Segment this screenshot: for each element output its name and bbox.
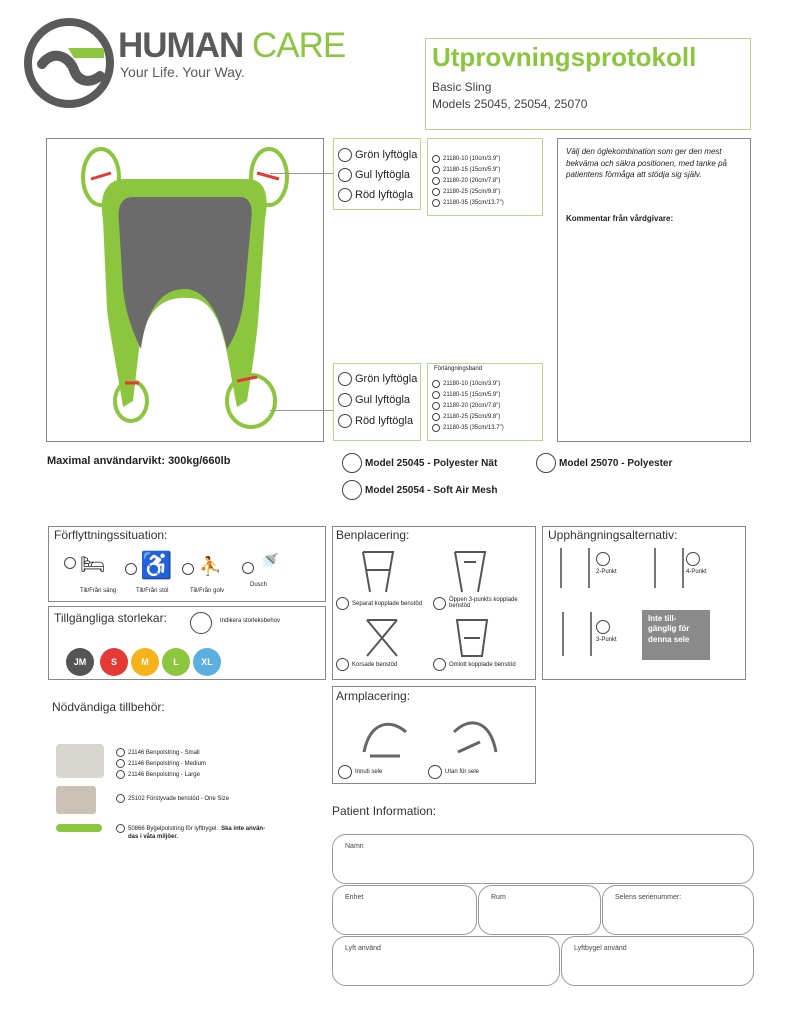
model-option[interactable]: Model 25045 - Polyester Nät	[342, 453, 497, 473]
accessory-option[interactable]: 50866 Bygelpolstring för lyftbygel. Ska inte använ-	[116, 824, 265, 833]
name-field[interactable]: Namn	[332, 834, 754, 884]
leg-picture	[362, 618, 402, 658]
unit-field[interactable]: Enhet	[332, 885, 477, 935]
ext-option[interactable]: 21180-25 (25cm/9.8")	[432, 413, 500, 421]
arm-picture	[450, 712, 500, 762]
leg-option[interactable]: Omlott kopplade benstöd	[433, 658, 516, 671]
suspension-option-4[interactable]: 4-Punkt	[686, 552, 707, 575]
ext-bottom-title: Förlängningsband	[434, 366, 483, 372]
loop-option[interactable]: Grön lyftögla	[338, 372, 417, 386]
susp-picture	[562, 612, 592, 656]
ext-option[interactable]: 21180-20 (20cm/7.8")	[432, 402, 500, 410]
leg-padding-picture	[56, 744, 104, 778]
leg-picture	[450, 550, 490, 594]
size-l[interactable]: L	[162, 648, 190, 676]
lift-field[interactable]: Lyft använd	[332, 936, 560, 986]
leg-picture	[452, 618, 492, 658]
max-weight-label: Maximal användarvikt:	[47, 455, 165, 467]
model-option[interactable]: Model 25054 - Soft Air Mesh	[342, 480, 497, 500]
ext-option[interactable]: 21180-35 (35cm/13.7")	[432, 199, 504, 207]
arm-option[interactable]: Innuti sele	[338, 765, 382, 779]
size-indicator-radio[interactable]	[190, 612, 212, 639]
arm-picture	[360, 712, 410, 762]
loop-option[interactable]: Gul lyftögla	[338, 393, 410, 407]
susp-picture	[654, 548, 684, 588]
stiffener-picture	[56, 786, 96, 814]
transfer-title: Förflyttningssituation:	[54, 528, 168, 542]
arms-title: Armplacering:	[336, 689, 411, 703]
loop-option[interactable]: Röd lyftögla	[338, 188, 413, 202]
sizes-title: Tillgängliga storlekar:	[54, 611, 167, 625]
size-m[interactable]: M	[131, 648, 159, 676]
bar-padding-picture	[56, 824, 102, 832]
legs-title: Benplacering:	[336, 528, 410, 542]
transfer-option-bed[interactable]	[64, 556, 76, 574]
product-models: Models 25045, 25054, 25070	[432, 97, 588, 111]
suspension-option-2[interactable]: 2-Punkt	[596, 552, 617, 575]
suspension-option-3[interactable]: 3-Punkt	[596, 620, 617, 643]
max-weight-value: 300kg/660lb	[168, 455, 231, 467]
sling-diagram	[47, 139, 323, 441]
ext-option[interactable]: 21180-25 (25cm/9.8")	[432, 188, 500, 196]
brand-name-1: HUMAN	[118, 26, 244, 65]
ext-option[interactable]: 21180-35 (35cm/13.7")	[432, 424, 504, 432]
suspension-title: Upphängningsalternativ:	[548, 528, 678, 542]
patient-title: Patient Information:	[332, 804, 437, 818]
accessory-option[interactable]: 21146 Benpolstring - Large	[116, 770, 200, 779]
not-available-badge: Inte till- gänglig för denna sele	[642, 610, 710, 660]
loop-option[interactable]: Grön lyftögla	[338, 148, 417, 162]
ext-option[interactable]: 21180-20 (20cm/7.8")	[432, 177, 500, 185]
shower-icon: 🚿	[260, 553, 279, 570]
loop-option[interactable]: Gul lyftögla	[338, 168, 410, 182]
ext-option[interactable]: 21180-15 (15cm/5.9")	[432, 166, 500, 174]
leg-option[interactable]: Korsade benstöd	[336, 658, 397, 671]
instructions: Välj den öglekombination som ger den mest bekväma och säkra positionen, med tanke på patientens förmåga att stödja sig själv.	[566, 147, 727, 180]
wheelchair-icon: ♿	[140, 550, 173, 580]
accessory-option[interactable]: 21146 Benpolstring - Small	[116, 748, 200, 757]
size-s[interactable]: S	[100, 648, 128, 676]
transfer-option-chair[interactable]	[125, 562, 137, 580]
bed-icon: 🛏	[80, 554, 106, 576]
accessory-option[interactable]: 21146 Benpolstring - Medium	[116, 759, 206, 768]
leg-option[interactable]: Separat kopplade benstöd	[336, 597, 422, 610]
size-indicator-label: Indikera storleksbehov	[220, 618, 281, 624]
model-option[interactable]: Model 25070 - Polyester	[536, 453, 672, 473]
comment-box[interactable]	[557, 138, 751, 442]
transfer-option-floor[interactable]	[182, 562, 194, 580]
ext-option[interactable]: 21180-10 (10cm/3.9")	[432, 155, 500, 163]
arm-option[interactable]: Utan för sele	[428, 765, 479, 779]
loop-option[interactable]: Röd lyftögla	[338, 414, 413, 428]
floor-icon: ⛹	[199, 556, 222, 576]
brand-name-2: CARE	[252, 26, 346, 65]
ext-option[interactable]: 21180-15 (15cm/5.9")	[432, 391, 500, 399]
size-xl[interactable]: XL	[193, 648, 221, 676]
serial-field[interactable]: Selens serienummer:	[602, 885, 754, 935]
transfer-option-shower[interactable]	[242, 561, 254, 579]
room-field[interactable]: Rum	[478, 885, 601, 935]
accessory-note: das i våta miljöer.	[128, 834, 179, 840]
product-name: Basic Sling	[432, 80, 492, 94]
bar-field[interactable]: Lyftbygel använd	[561, 936, 754, 986]
ext-option[interactable]: 21180-10 (10cm/3.9")	[432, 380, 500, 388]
comment-label: Kommentar från vårdgivare:	[566, 214, 674, 223]
leg-option[interactable]: Öppen 3-punkts kopplade benstöd	[433, 597, 539, 610]
susp-picture	[560, 548, 590, 588]
leg-picture	[358, 550, 398, 594]
brand-tagline: Your Life. Your Way.	[120, 64, 245, 80]
size-jm[interactable]: JM	[66, 648, 94, 676]
accessory-option[interactable]: 25102 Förstyvade benstöd - One Size	[116, 794, 229, 803]
logo	[24, 18, 114, 108]
accessories-title: Nödvändiga tillbehör:	[52, 700, 165, 714]
page-title: Utprovningsprotokoll	[432, 42, 697, 72]
